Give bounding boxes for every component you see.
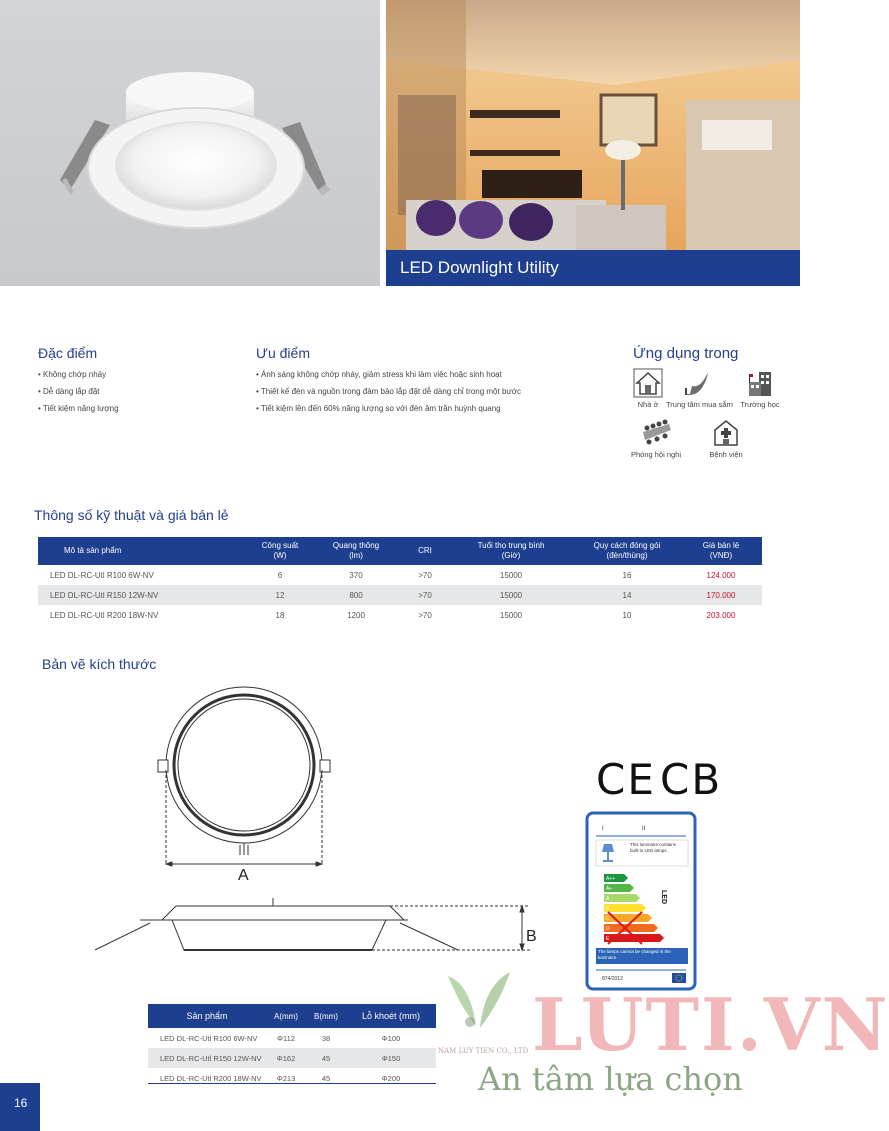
cell-price: 124.000 [706,570,736,580]
cell-power: 6 [277,570,283,580]
table-row [38,565,762,585]
cell-b: 45 [306,1048,346,1068]
cell-pack: 10 [622,610,632,620]
downlight-product-image [0,0,380,286]
specs-heading: Thông số kỹ thuật và giá bán lẻ [34,507,229,523]
cell-pack: 14 [574,585,680,605]
cell-a: Φ112 [277,1033,295,1043]
col-header-price: Giá bán lẻ (VNĐ) [680,537,762,565]
features-heading: Đặc điểm [38,345,98,361]
cell-hole: Φ150 [346,1048,436,1068]
cell-product: LED DL-RC-Utl R150 12W-NV [148,1048,266,1068]
advantages-heading: Ưu điểm [256,345,310,361]
application-shopping [666,368,733,409]
table-row [148,1028,436,1048]
application-label: Bệnh viện [709,450,743,459]
application-school [730,368,790,409]
product-title-bar [386,250,800,286]
col-header-life: Tuổi thọ trung bình (Giờ) [448,537,574,565]
energy-label-led: LED [660,890,667,904]
cell-cri: >70 [418,610,432,620]
specs-header-row [38,537,762,565]
energy-class-label: A+ [606,886,613,892]
cell-a: Φ213 [276,1073,296,1083]
cell-power: 18 [275,610,285,620]
cell-pack: 16 [622,570,632,580]
cell-power: 12 [250,585,310,605]
product-title: LED Downlight Utility [400,258,559,277]
cell-life: 15000 [499,570,523,580]
table-row [38,605,762,625]
cell-price: 203.000 [706,610,736,620]
col-header-flux: Quang thông (lm) [310,537,402,565]
conference-room-icon [639,418,673,448]
col-header-name: Mô tả sản phẩm [38,537,250,565]
col-header-a: A(mm) [266,1004,306,1028]
page-number: 16 [14,1096,28,1110]
cell-b: 38 [321,1033,331,1043]
cell-name: LED DL-RC-Utl R150 12W-NV [38,585,250,605]
col-header-product: Sản phẩm [148,1004,266,1028]
col-header-pack: Quy cách đóng gói (đèn/thùng) [574,537,680,565]
cell-life: 15000 [448,585,574,605]
application-label: Trung tâm mua sắm [666,400,733,409]
cell-hole: Φ200 [381,1073,401,1083]
energy-class-label: A [606,896,610,902]
cell-life: 15000 [499,610,523,620]
living-room-photo [386,0,800,250]
product-photo [0,0,380,286]
cb-mark: CB [660,755,723,804]
dimension-label-a: A [238,867,249,884]
application-conference [626,418,686,459]
col-header-power: Công suất (W) [250,537,310,565]
advantage-item: • Thiết kế đèn và nguồn trong đảm bảo lắp đặt dễ dàng chỉ trong một bước [256,383,521,400]
cell-flux: 1200 [347,610,365,620]
luti-company-name: NAM LUY TIEN CO., LTD [438,1047,529,1055]
dimensions-header-row [148,1004,436,1028]
col-header-hole: Lỗ khoét (mm) [346,1004,436,1028]
dimensions-table-bottom-rule [148,1083,436,1084]
dimension-drawing [90,680,560,980]
specs-table [38,537,762,625]
energy-label-note: The lamps cannot be changed in the luminaire. [598,949,671,960]
table-row [148,1048,436,1068]
energy-label-roman-1: I [602,826,604,832]
cell-cri: >70 [418,570,432,580]
application-label: Trường học [740,400,780,409]
cell-b: 45 [321,1073,331,1083]
application-hospital [696,418,756,459]
high-heel-shoe-icon [681,368,711,398]
dimensions-table [148,1004,436,1088]
features-list [38,366,119,417]
dimension-label-b: B [526,928,537,945]
feature-item: • Dễ dàng lắp đặt [38,383,119,400]
energy-class-label: E [606,936,610,942]
cell-a: Φ162 [266,1048,306,1068]
drawing-heading: Bản vẽ kích thước [42,656,157,672]
luti-slogan: An tâm lựa chọn [478,1060,743,1098]
energy-label-roman-2: II [642,826,646,832]
feature-item: • Tiết kiệm năng lượng [38,400,119,417]
luti-leaf-logo-icon [440,966,516,1042]
ce-mark: CE [596,755,656,804]
luti-brand-logo: LUTI.VN [532,982,889,1067]
cell-price: 170.000 [680,585,762,605]
applications-heading: Ứng dụng trong [633,345,739,362]
cell-cri: >70 [402,585,448,605]
house-icon [633,368,663,398]
feature-item: • Không chớp nháy [38,366,119,383]
cell-hole: Φ100 [381,1033,401,1043]
col-header-cri: CRI [402,537,448,565]
cell-name: LED DL-RC-Utl R100 6W-NV [50,570,154,580]
table-row [148,1068,436,1088]
school-building-icon [745,368,775,398]
page-number-tab [0,1083,40,1131]
energy-label [586,812,696,990]
application-label: Nhà ở [637,400,659,409]
cell-flux: 370 [349,570,363,580]
energy-label-info: This luminaire contains built-in LED lamps. [630,842,677,853]
energy-label-regulation: 874/2012 [602,976,623,982]
energy-class-label: D [606,926,610,932]
advantage-item: • Ánh sáng không chớp nháy, giảm stress khi làm việc hoặc sinh hoạt [256,366,521,383]
advantages-list [256,366,521,417]
application-label: Phòng hội nghị [630,450,682,459]
cell-product: LED DL-RC-Utl R100 6W-NV [160,1033,258,1043]
cell-name: LED DL-RC-Utl R200 18W-NV [50,610,159,620]
energy-class-label: B [606,906,610,912]
hospital-icon [711,418,741,448]
energy-class-label: A++ [606,876,616,882]
cell-flux: 800 [310,585,402,605]
advantage-item: • Tiết kiệm lên đến 60% năng lượng so với đèn âm trần huỳnh quang [256,400,521,417]
table-row [38,585,762,605]
cell-product: LED DL-RC-Utl R200 18W-NV [160,1073,262,1083]
energy-class-label: C [606,916,610,922]
col-header-b: B(mm) [306,1004,346,1028]
